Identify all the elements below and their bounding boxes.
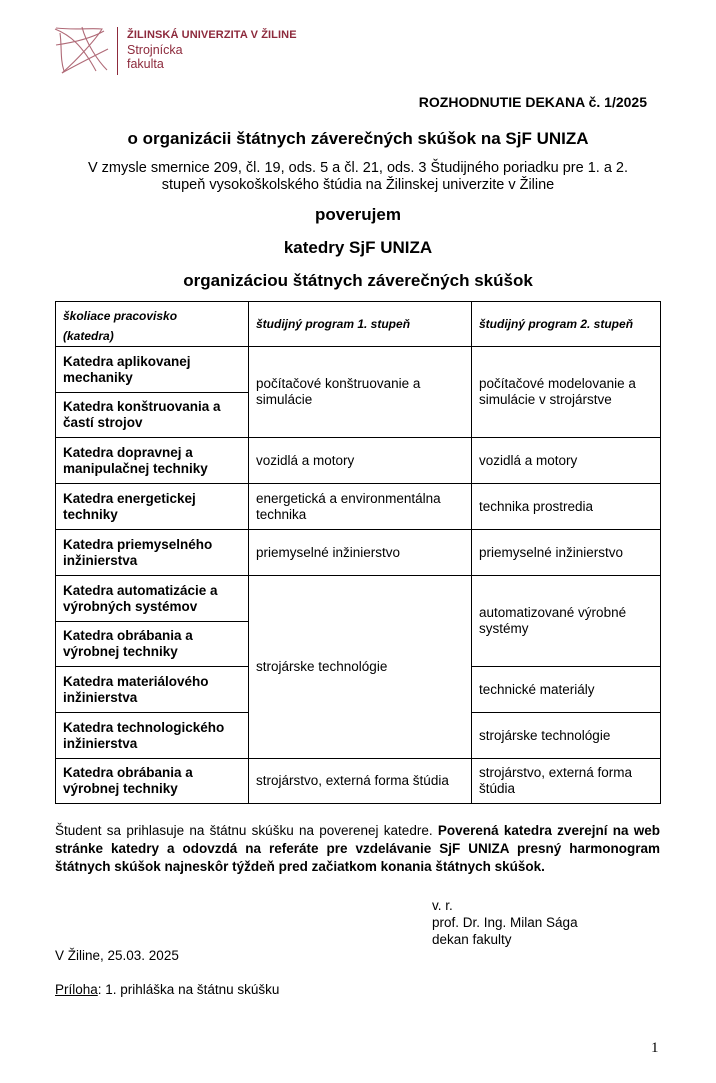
department-cell: Katedra automatizácie a výrobných systémov — [56, 576, 249, 622]
logo-divider — [117, 27, 118, 75]
master-program-cell: počítačové modelovanie a simulácie v strojárstve — [472, 347, 661, 438]
heading-poverujem: poverujem — [315, 205, 401, 224]
department-cell: Katedra dopravnej a manipulačnej techniky — [56, 438, 249, 484]
logo-emblem-icon — [52, 25, 112, 77]
master-program-cell: strojárske technológie — [472, 713, 661, 759]
table-header-row — [56, 302, 661, 347]
heading-departments: katedry SjF UNIZA — [283, 238, 433, 257]
table-row — [56, 530, 661, 576]
bachelor-program-cell: strojárske technológie — [249, 576, 472, 759]
attachment-line: Príloha: 1. prihláška na štátnu skúšku — [55, 982, 280, 997]
department-cell: Katedra energetickej techniky — [56, 484, 249, 530]
bachelor-program-cell: strojárstvo, externá forma štúdia — [249, 759, 472, 804]
department-cell: Katedra priemyselného inžinierstva — [56, 530, 249, 576]
department-cell: Katedra technologického inžinierstva — [56, 713, 249, 759]
department-cell: Katedra konštruovania a častí strojov — [56, 393, 249, 438]
department-cell: Katedra aplikovanej mechaniky — [56, 347, 249, 393]
table-row — [56, 347, 661, 393]
master-program-cell: technické materiály — [472, 667, 661, 713]
bachelor-program-cell: vozidlá a motory — [249, 438, 472, 484]
intro-text: V zmysle smernice 209, čl. 19, ods. 5 a čl. 21, ods. 3 Študijného poriadku pre 1. a 2. stupeň vysokoškolského štúdia na Žilinskej univerzite v Žiline — [87, 160, 629, 193]
table-row — [56, 576, 661, 622]
document-title: o organizácii štátnych záverečných skúšok na SjF UNIZA — [127, 129, 589, 148]
page-number: 1 — [651, 1040, 659, 1056]
faculty-name: Strojnícka fakulta — [127, 43, 183, 71]
table-row — [56, 438, 661, 484]
date-line: V Žiline, 25.03. 2025 — [55, 948, 179, 963]
faculty-logo — [52, 25, 312, 80]
master-program-cell: priemyselné inžinierstvo — [472, 530, 661, 576]
master-program-cell: technika prostredia — [472, 484, 661, 530]
decision-number: ROZHODNUTIE DEKANA č. 1/2025 — [418, 94, 647, 110]
header-bachelor: študijný program 1. stupeň — [249, 302, 472, 347]
university-name: ŽILINSKÁ UNIVERZITA V ŽILINE — [127, 29, 297, 41]
master-program-cell: strojárstvo, externá forma štúdia — [472, 759, 661, 804]
department-cell: Katedra obrábania a výrobnej techniky — [56, 622, 249, 667]
department-cell: Katedra obrábania a výrobnej techniky — [56, 759, 249, 804]
master-program-cell: vozidlá a motory — [472, 438, 661, 484]
header-department: školiace pracovisko (katedra) — [56, 302, 249, 347]
department-cell: Katedra materiálového inžinierstva — [56, 667, 249, 713]
department-program-table — [55, 301, 661, 804]
bachelor-program-cell: energetická a environmentálna technika — [249, 484, 472, 530]
master-program-cell: automatizované výrobné systémy — [472, 576, 661, 667]
bachelor-program-cell: počítačové konštruovanie a simulácie — [249, 347, 472, 438]
signature-block: v. r. prof. Dr. Ing. Milan Sága dekan fakulty — [432, 898, 578, 947]
table-row — [56, 484, 661, 530]
heading-organization: organizáciou štátnych záverečných skúšok — [183, 271, 533, 290]
bachelor-program-cell: priemyselné inžinierstvo — [249, 530, 472, 576]
registration-paragraph: Študent sa prihlasuje na štátnu skúšku na poverenej katedre. Poverená katedra zverejní na web stránke katedry a odovzdá na referáte pre vzdelávanie SjF UNIZA presný harmonogram štátnych skúšok najneskôr týždeň pred začiatkom konania štátnych skúšok. — [55, 823, 660, 874]
table-row — [56, 759, 661, 804]
header-master: študijný program 2. stupeň — [472, 302, 661, 347]
